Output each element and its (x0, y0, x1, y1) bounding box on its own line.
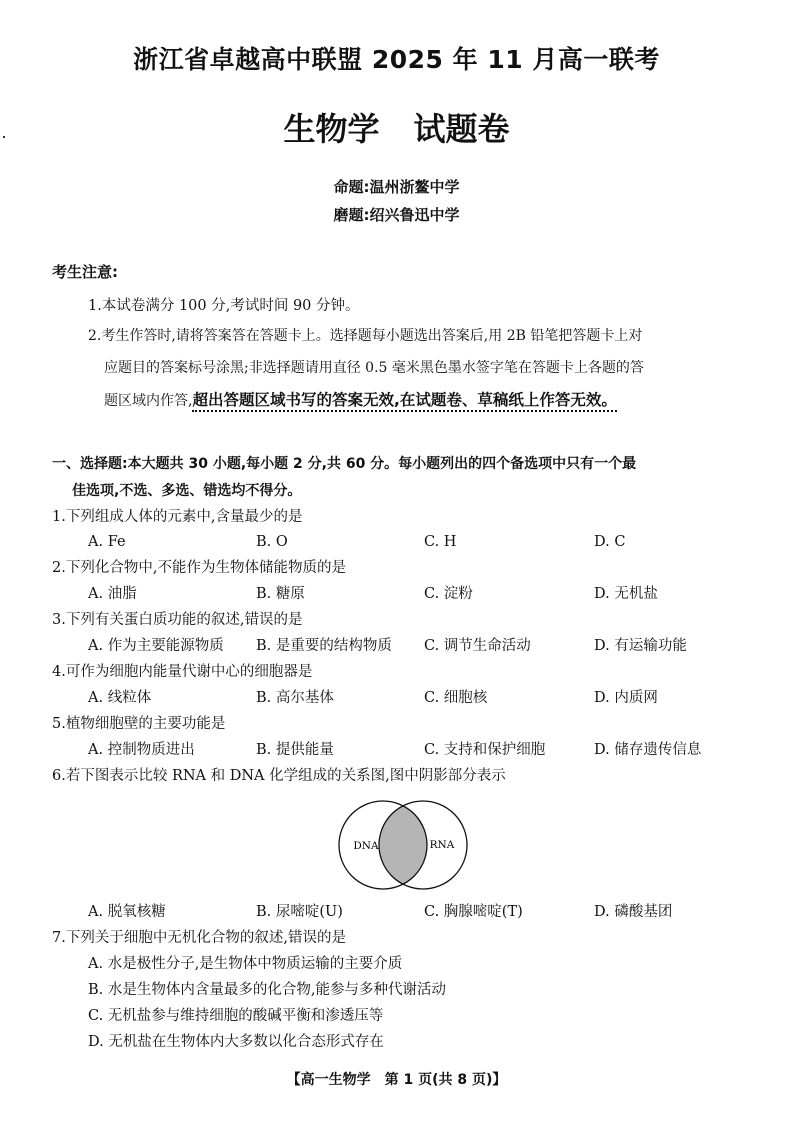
question-2-option-b: B. 糖原 (256, 586, 305, 602)
page-footer: 【高一生物学 第 1 页(共 8 页)】 (286, 1072, 507, 1088)
question-1-stem: 1.下列组成人体的元素中,含量最少的是 (52, 509, 303, 525)
question-3-option-d: D. 有运输功能 (594, 638, 687, 654)
section-1-heading-line-2: 佳选项,不选、多选、错选均不得分。 (72, 483, 302, 499)
notice-item-1: 1.本试卷满分 100 分,考试时间 90 分钟。 (88, 298, 360, 314)
question-2-option-a: A. 油脂 (88, 586, 137, 602)
question-6-stem: 6.若下图表示比较 RNA 和 DNA 化学组成的关系图,图中阴影部分表示 (52, 768, 506, 784)
question-4-option-d: D. 内质网 (594, 690, 658, 706)
question-6-option-d: D. 磷酸基团 (594, 904, 673, 920)
notice-item-2-prefix: 题区域内作答, (104, 393, 193, 409)
question-3-option-a: A. 作为主要能源物质 (88, 638, 224, 654)
question-2-option-d: D. 无机盐 (594, 586, 658, 602)
question-5-option-d: D. 储存遗传信息 (594, 742, 702, 758)
question-7-option-d: D. 无机盐在生物体内大多数以化合态形式存在 (88, 1034, 384, 1050)
question-4-option-c: C. 细胞核 (424, 690, 488, 706)
venn-rna-label: RNA (429, 839, 455, 851)
reviewer-credit: 磨题:绍兴鲁迅中学 (333, 206, 460, 224)
question-7-option-b: B. 水是生物体内含量最多的化合物,能参与多种代谢活动 (88, 982, 446, 998)
question-2-option-c: C. 淀粉 (424, 586, 473, 602)
question-6-option-c: C. 胸腺嘧啶(T) (424, 904, 523, 920)
question-1-option-c: C. H (424, 534, 457, 550)
notice-item-2-line-2: 应题目的答案标号涂黑;非选择题请用直径 0.5 毫米黑色墨水签字笔在答题卡上各题的答 (104, 360, 644, 376)
exam-title: 浙江省卓越高中联盟 2025 年 11 月高一联考 (133, 45, 660, 74)
question-5-option-b: B. 提供能量 (256, 742, 334, 758)
paper-title (0, 104, 793, 150)
question-5-option-a: A. 控制物质进出 (88, 742, 195, 758)
question-5-stem: 5.植物细胞壁的主要功能是 (52, 716, 226, 732)
subject-name: 生物学 (283, 110, 380, 148)
notice-emphasis: 超出答题区域书写的答案无效,在试题卷、草稿纸上作答无效。 (192, 391, 616, 412)
question-4-option-b: B. 高尔基体 (256, 690, 334, 706)
question-7-option-a: A. 水是极性分子,是生物体中物质运输的主要介质 (88, 956, 403, 972)
venn-dna-label: DNA (353, 840, 379, 852)
notice-item-2-line-1: 2.考生作答时,请将答案答在答题卡上。选择题每小题选出答案后,用 2B 铅笔把答题卡上对 (88, 328, 643, 344)
paper-name: 试题卷 (413, 110, 510, 148)
question-1-option-a: A. Fe (88, 534, 126, 550)
question-1-option-b: B. O (256, 534, 288, 550)
question-3-option-c: C. 调节生命活动 (424, 638, 531, 654)
setter-credit: 命题:温州浙鳌中学 (333, 178, 460, 196)
question-6-option-b: B. 尿嘧啶(U) (256, 904, 343, 920)
question-4-option-a: A. 线粒体 (88, 690, 152, 706)
question-6-option-a: A. 脱氧核糖 (88, 904, 166, 920)
notice-heading: 考生注意: (52, 263, 118, 281)
notice-item-2-line-3 (104, 390, 617, 411)
question-2-stem: 2.下列化合物中,不能作为生物体储能物质的是 (52, 560, 346, 576)
question-5-option-c: C. 支持和保护细胞 (424, 742, 546, 758)
question-3-stem: 3.下列有关蛋白质功能的叙述,错误的是 (52, 612, 303, 628)
question-7-stem: 7.下列关于细胞中无机化合物的叙述,错误的是 (52, 930, 346, 946)
question-1-option-d: D. C (594, 534, 626, 550)
section-1-heading-line-1: 一、选择题:本大题共 30 小题,每小题 2 分,共 60 分。每小题列出的四个备选项中只有一个最 (52, 456, 637, 472)
dna-rna-venn-diagram (336, 798, 470, 892)
question-7-option-c: C. 无机盐参与维持细胞的酸碱平衡和渗透压等 (88, 1008, 384, 1024)
question-4-stem: 4.可作为细胞内能量代谢中心的细胞器是 (52, 664, 313, 680)
question-3-option-b: B. 是重要的结构物质 (256, 638, 392, 654)
